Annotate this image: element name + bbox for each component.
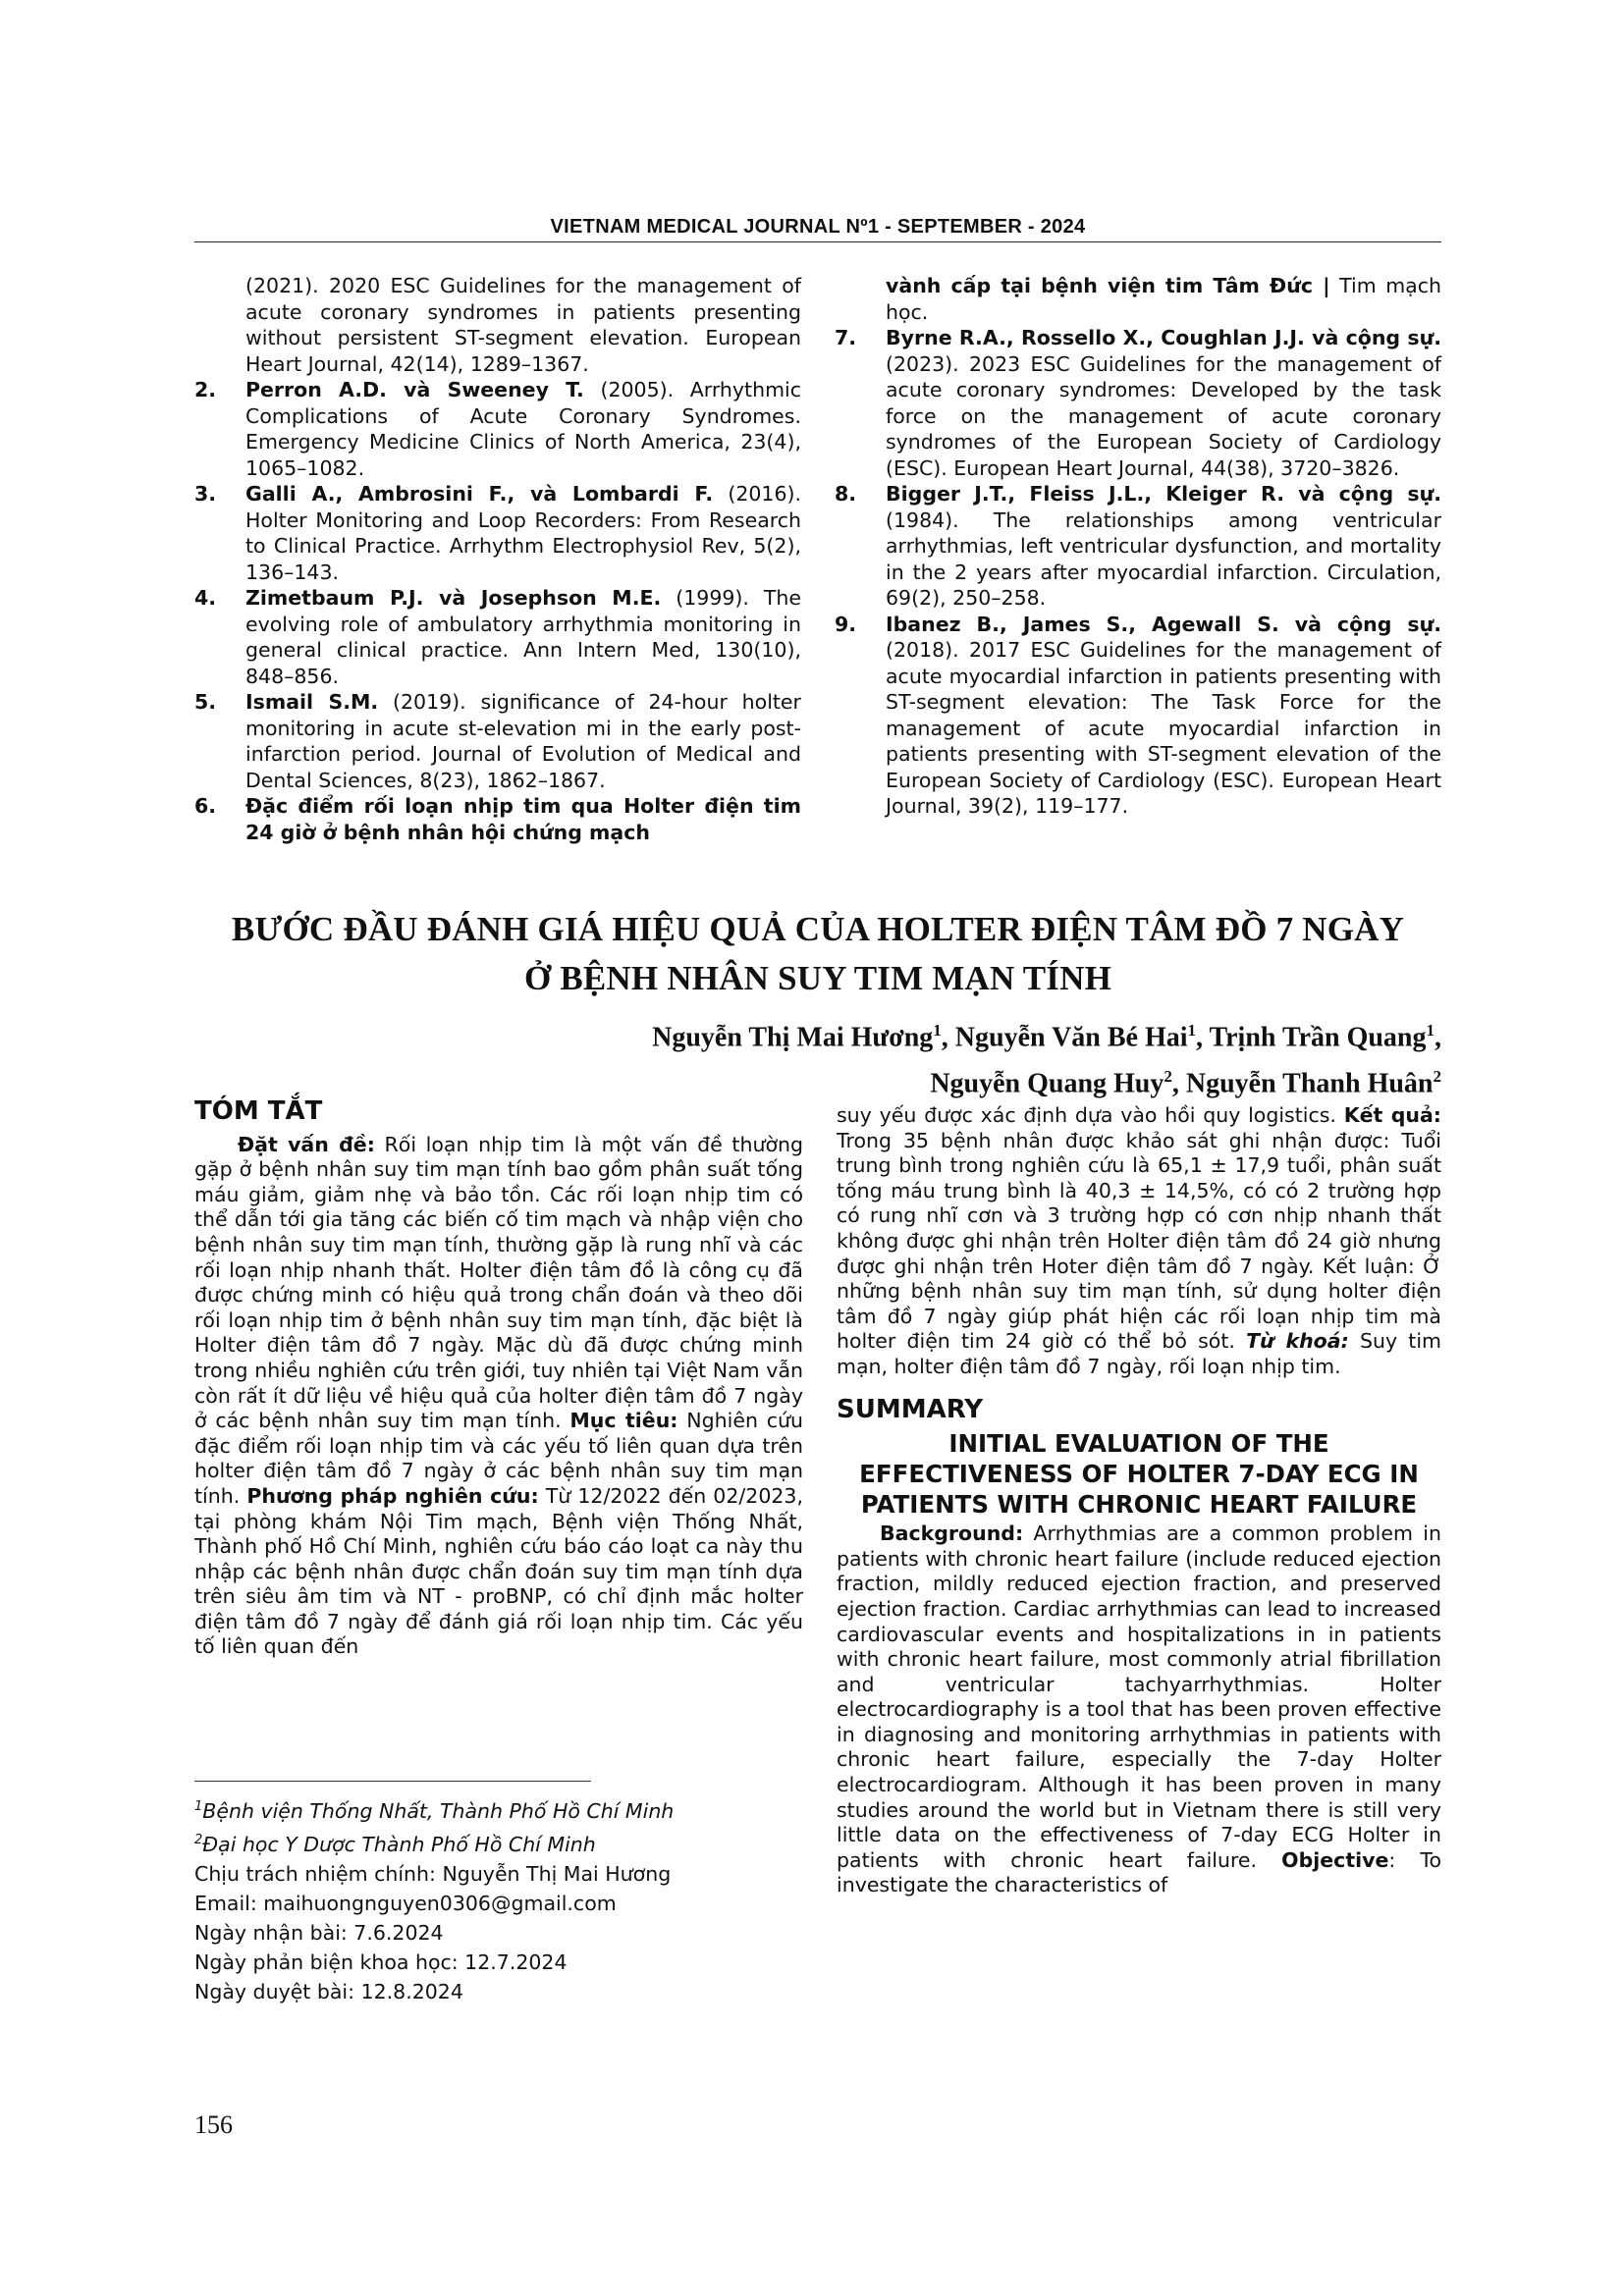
corresponding-author: Chịu trách nhiệm chính: Nguyễn Thị Mai Hương — [194, 1861, 672, 1886]
author-name: Trịnh Trần Quang — [1209, 1022, 1427, 1053]
english-title-line: PATIENTS WITH CHRONIC HEART FAILURE — [860, 1490, 1418, 1520]
author-line — [652, 1011, 1441, 1057]
reference-item — [194, 585, 801, 689]
objective-text: : To investigate the characteristics of — [837, 1847, 1441, 1897]
reference-authors: Bigger J.T., Fleiss J.L., Kleiger R. và cộng sự. — [886, 482, 1441, 506]
background-label: Đặt vấn đề: — [238, 1132, 375, 1156]
abstract-vietnamese — [194, 1096, 804, 1660]
reference-item — [835, 612, 1441, 820]
results-label: Kết quả: — [1343, 1103, 1441, 1127]
affiliation-2 — [194, 1826, 803, 1859]
english-title — [837, 1428, 1441, 1520]
footnote-rule — [194, 1781, 591, 1782]
article-title — [194, 905, 1441, 1003]
author-name: Nguyễn Thị Mai Hương — [652, 1022, 934, 1053]
reference-authors: Đặc điểm rối loạn nhịp tim qua Holter điện tim 24 giờ ở bệnh nhân hội chứng mạch — [245, 794, 801, 844]
author-line — [652, 1057, 1441, 1103]
author-name: Nguyễn Quang Huy — [930, 1068, 1164, 1099]
summary-heading: SUMMARY — [837, 1394, 984, 1424]
page-number: 156 — [194, 2110, 233, 2139]
background-text: Arrhythmias are a common problem in patients with chronic heart failure (include reduced ejection fraction, mildly reduced ejection fraction, and preserved ejection fraction. Cardiac arrhythmias can lead to increased cardiovascular events and hospitalizations in in patients with chronic heart failure, most commonly atrial fibrillation and ventricular tachyarrhythmias. Holter electrocardiography is a tool that has been proven effective in diagnosing and monitoring arrhythmias in patients with chronic heart failure, especially the 7-day Holter electrocardiogram. Although it has been proven in many studies around the world but in Vietnam there is still very little data on the effectiveness of 7-day ECG Holter in patients with chronic heart failure. — [837, 1522, 1441, 1872]
email: Email: maihuongnguyen0306@gmail.com — [194, 1891, 617, 1915]
author-name: Nguyễn Văn Bé Hai — [954, 1022, 1188, 1053]
reference-number: 6. — [194, 794, 217, 818]
reference-item — [835, 325, 1441, 481]
author-list — [652, 1011, 1441, 1104]
abstract-paragraph — [194, 1133, 803, 1660]
reference-item — [194, 689, 801, 793]
reference-authors: vành cấp tại bệnh viện tim Tâm Đức | — [886, 274, 1330, 297]
reference-authors: Ismail S.M. — [245, 690, 379, 714]
objective-label: Mục tiêu: — [569, 1409, 678, 1433]
reference-item — [835, 481, 1441, 612]
author-affiliation-marker: 1 — [1426, 1021, 1435, 1040]
reference-text: (2005). Arrhythmic Complications of Acute Coronary Syndromes. Emergency Medicine Clinics of North America, 23(4), 1065–1082. — [245, 378, 802, 480]
reference-authors: Byrne R.A., Rossello X., Coughlan J.J. và cộng sự. — [886, 326, 1441, 349]
right-text-column — [837, 1103, 1441, 1898]
author-affiliation-marker: 2 — [1164, 1067, 1172, 1087]
english-title-line: INITIAL EVALUATION OF THE — [948, 1429, 1329, 1459]
running-head: VIETNAM MEDICAL JOURNAL Nº1 - SEPTEMBER - 2024 — [550, 216, 1086, 238]
author-separator: , — [1196, 1022, 1210, 1053]
reference-number: 2. — [194, 378, 217, 401]
reference-text: (2018). 2017 ESC Guidelines for the management of acute myocardial infarction in patients presenting with ST-segment elevation: The Task Force for the management of acute myocardial infarction in patients presenting with ST-segment elevation of the European Society of Cardiology (ESC). European Heart Journal, 39(2), 119–177. — [886, 638, 1441, 818]
reference-authors: Ibanez B., James S., Agewall S. và cộng sự. — [886, 612, 1441, 636]
references-left-column — [194, 273, 801, 845]
reference-number: 5. — [194, 690, 217, 714]
author-name: Nguyễn Thanh Huân — [1185, 1068, 1434, 1099]
received-date: Ngày nhận bài: 7.6.2024 — [194, 1920, 444, 1945]
methods-continuation: suy yếu được xác định dựa vào hồi quy logistics. — [837, 1103, 1336, 1127]
reference-number: 3. — [194, 482, 217, 506]
abstract-heading: TÓM TẮT — [194, 1096, 323, 1126]
reference-number: 8. — [835, 482, 857, 506]
reference-text: (2019). significance of 24-hour holter monitoring in acute st-elevation mi in the early post-infarction period. Journal of Evolution of Medical and Dental Sciences, 8(23), 1862–1867. — [245, 690, 801, 792]
review-date: Ngày phản biện khoa học: 12.7.2024 — [194, 1949, 568, 1974]
reference-number: 4. — [194, 586, 217, 610]
reference-item — [194, 481, 801, 585]
author-separator: , — [1171, 1068, 1186, 1099]
reference-text: (1984). The relationships among ventricular arrhythmias, left ventricular dysfunction, and mortality in the 2 years after myocardial infarction. Circulation, 69(2), 250–258. — [886, 507, 1441, 610]
accepted-date: Ngày duyệt bài: 12.8.2024 — [194, 1979, 463, 2003]
objective-text: Nghiên cứu đặc điểm rối loạn nhịp tim và các yếu tố liên quan dựa trên holter điện tâm đồ 7 ngày ở các bệnh nhân suy tim mạn tính. — [194, 1409, 803, 1508]
author-separator: , — [941, 1022, 955, 1053]
reference-text: Tim mạch học. — [886, 274, 1441, 324]
summary-paragraph — [837, 1522, 1441, 1898]
reference-authors: Perron A.D. và Sweeney T. — [245, 378, 584, 401]
methods-text: Từ 12/2022 đến 02/2023, tại phòng khám Nội Tim mạch, Bệnh viện Thống Nhất, Thành phố Hồ Chí Minh, nghiên cứu báo cáo loạt ca này thu nhập các bệnh nhân được chẩn đoán suy tim mạn tính dựa trên siêu âm tim và NT - proBNP, có chỉ định mắc holter điện tâm đồ 7 ngày để đánh giá rối loạn nhịp tim. Các yếu tố liên quan đến — [194, 1483, 803, 1659]
author-affiliation-marker: 1 — [1187, 1021, 1197, 1040]
reference-number: 9. — [835, 612, 857, 636]
references-right-column — [835, 273, 1441, 820]
objective-label: Objective — [1281, 1847, 1389, 1872]
header-rule — [194, 241, 1441, 242]
reference-text: (2016). Holter Monitoring and Loop Recorders: From Research to Clinical Practice. Arrhythm Electrophysiol Rev, 5(2), 136–143. — [245, 482, 802, 584]
affiliation-marker: 1 — [194, 1799, 203, 1814]
background-label: Background: — [880, 1522, 1024, 1546]
keywords-text: Suy tim mạn, holter điện tâm đồ 7 ngày, rối loạn nhịp tim. — [837, 1329, 1441, 1378]
reference-text: (2023). 2023 ESC Guidelines for the management of acute coronary syndromes: Developed by the task force on the management of acute coronary syndromes of the European Society of Cardiology (ESC). European Heart Journal, 44(38), 3720–3826. — [886, 351, 1441, 480]
author-separator: , — [1435, 1022, 1441, 1053]
english-title-line: EFFECTIVENESS OF HOLTER 7-DAY ECG IN — [859, 1460, 1419, 1489]
background-text: Rối loạn nhịp tim là một vấn đề thường gặp ở bệnh nhân suy tim mạn tính bao gồm phân suất tống máu giảm, giảm nhẹ và bảo tồn. Các rối loạn nhịp tim có thể dẫn tới gia tăng các biến cố tim mạch và nhập viện cho bệnh nhân suy tim mạn tính, thường gặp là rung nhĩ và các rối loạn nhịp nhanh thất. Holter điện tâm đồ là công cụ đã được chứng minh có hiệu quả trong chẩn đoán và theo dõi rối loạn nhịp tim ở bệnh nhân suy tim mạn tính, đặc biệt là Holter điện tâm đồ 7 ngày. Mặc dù đã được chứng minh trong nhiều nghiên cứu trên giới, tuy nhiên tại Việt Nam vẫn còn rất ít dữ liệu về hiệu quả của holter điện tâm đồ 7 ngày ở các bệnh nhân suy tim mạn tính. — [194, 1132, 804, 1433]
author-affiliation-marker: 1 — [933, 1021, 942, 1040]
reference-number: 7. — [835, 326, 857, 349]
reference-authors: Galli A., Ambrosini F., và Lombardi F. — [245, 482, 714, 506]
reference-item — [194, 793, 801, 845]
reference-text: (1999). The evolving role of ambulatory arrhythmia monitoring in general clinical practice. Ann Intern Med, 130(10), 848–856. — [245, 586, 801, 688]
affiliation-text: Đại học Y Dược Thành Phố Hồ Chí Minh — [202, 1832, 596, 1856]
abstract-continuation — [837, 1103, 1441, 1380]
footnotes — [194, 1792, 803, 2006]
affiliation-text: Bệnh viện Thống Nhất, Thành Phố Hồ Chí Minh — [202, 1798, 675, 1823]
reference-item — [835, 273, 1441, 325]
article-title-line: Ở BỆNH NHÂN SUY TIM MẠN TÍNH — [523, 959, 1112, 997]
reference-item — [194, 377, 801, 481]
keywords-label: Từ khoá: — [1246, 1329, 1349, 1354]
affiliation-marker: 2 — [194, 1832, 203, 1847]
reference-authors: Zimetbaum P.J. và Josephson M.E. — [245, 586, 662, 610]
results-text: Trong 35 bệnh nhân được khảo sát ghi nhận được: Tuổi trung bình trong nghiên cứu là 65,1 ± 17,9 tuổi, phân suất tống máu trung bình là 40,3 ± 14,5%, có có 2 trường hợp có rung nhĩ cơn và 3 trường hợp có cơn nhịp nhanh thất không được ghi nhận trên Holter điện tâm đồ 24 giờ nhưng được ghi nhận trên Hoter điện tâm đồ 7 ngày. Kết luận: Ở những bệnh nhân suy tim mạn tính, sử dụng holter điện tâm đồ 7 ngày giúp phát hiện các rối loạn nhịp tim mà holter điện tim 24 giờ có thể bỏ sót. — [837, 1128, 1441, 1354]
affiliation-1 — [194, 1792, 803, 1826]
author-affiliation-marker: 2 — [1433, 1067, 1441, 1087]
methods-label: Phương pháp nghiên cứu: — [246, 1483, 539, 1508]
reference-item — [194, 273, 801, 377]
reference-text: (2021). 2020 ESC Guidelines for the management of acute coronary syndromes in patients presenting without persistent ST-segment elevation. European Heart Journal, 42(14), 1289–1367. — [245, 274, 801, 376]
article-title-line: BƯỚC ĐẦU ĐÁNH GIÁ HIỆU QUẢ CỦA HOLTER ĐIỆN TÂM ĐỒ 7 NGÀY — [231, 910, 1405, 948]
